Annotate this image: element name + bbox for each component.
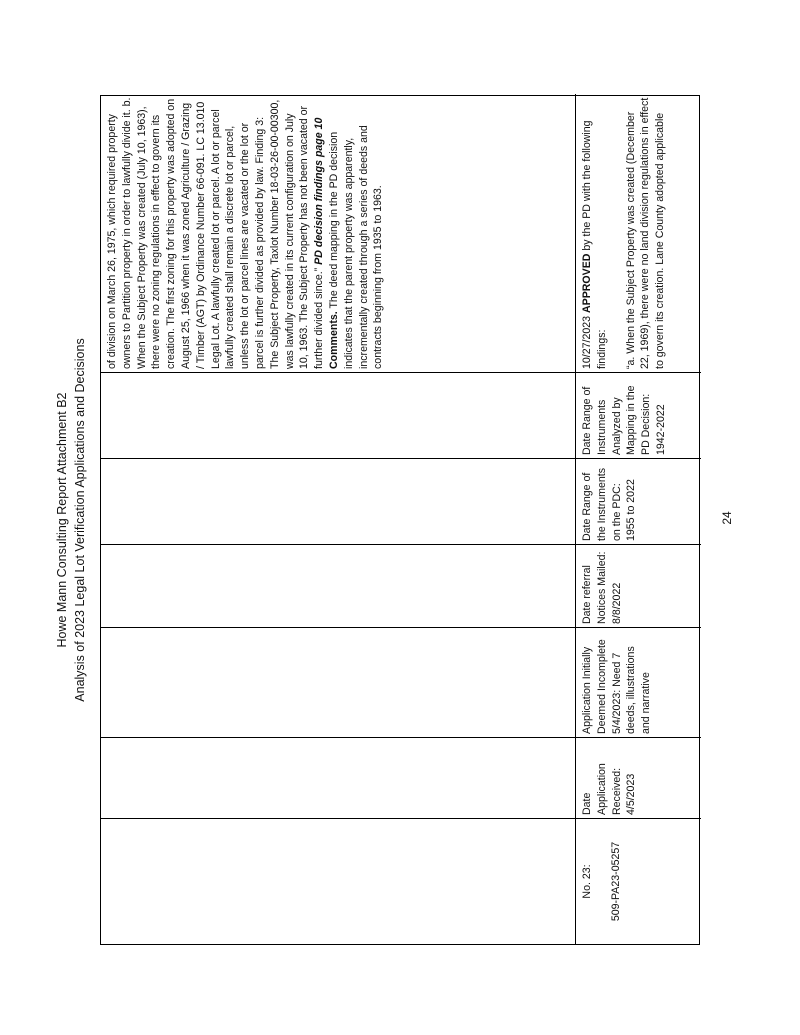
comments-paragraph: Comments. The deed mapping in the PD decision indicates that the parent property was apparently, incrementally created through a series of deeds and contracts beginning from 1935 to 1963. — [327, 125, 385, 369]
row1-decision-cell — [101, 94, 576, 372]
application-number-label: No. 23: — [581, 864, 593, 899]
date-received-cell: Date Application Received: 4/5/2023 — [576, 737, 701, 818]
row1-received-cell — [101, 737, 576, 818]
pd-range-cell: Date Range of Instruments Analyzed by Mapping in the PD Decision: 1942-2022 — [576, 372, 701, 458]
decision-table — [100, 95, 700, 945]
decision-summary: 10/27/2023 APPROVED by the PD with the following findings: — [581, 120, 608, 369]
row1-incomplete-cell — [101, 627, 576, 737]
decision-status: APPROVED — [581, 253, 593, 314]
application-number-cell — [576, 818, 701, 944]
row1-pdc-range-cell — [101, 458, 576, 544]
application-id: 509-PA23-05257 — [609, 841, 622, 922]
referral-cell: Date referral Notices Mailed: 8/8/2022 — [576, 544, 701, 627]
row1-pd-range-cell — [101, 372, 576, 458]
pdc-range-cell: Date Range of the Instruments on the PDC: 1955 to 2022 — [576, 458, 701, 544]
comments-label: Comments. — [327, 311, 340, 369]
incomplete-cell: Application Initially Deemed Incomplete 5/4/2023: Need 7 deeds, illustrations and narrative — [576, 627, 701, 737]
header-line-2: Analysis of 2023 Legal Lot Verification Applications and Decisions — [73, 338, 87, 702]
header-line-1: Howe Mann Consulting Report Attachment B2 — [55, 392, 69, 648]
page-number: 24 — [720, 511, 734, 525]
findings-reference: PD decision findings page 10 — [313, 117, 326, 265]
finding-a-text: “a. When the Subject Property was created (December 22, 1969), there were no land division regulations in effect to govern its creation. Lane County adopted applicable — [624, 97, 667, 369]
decision-cell — [576, 94, 701, 372]
row1-referral-cell — [101, 544, 576, 627]
page-header — [46, 330, 96, 710]
row1-number-cell — [101, 818, 576, 944]
decision-continuation-text: of division on March 26, 1975, which required property owners to Partition property in order to lawfully divide it. b. When the Subject Property was created (July 10, 1963), there were no zoning regulations in effect to govern its creation. The first zoning for this property was adopted on August 25, 1966 when it was zoned Agriculture / Grazing / Timber (AGT) by Ordinance Number 66-091. LC 13.010 Legal Lot. A lawfully created lot or parcel. A lot or parcel lawfully created shall remain a discrete lot or parcel, unless the lot or parcel lines are vacated or the lot or parcel is further divided as provided by law. Finding 3: The Subject Property, Taxlot Number 18-03-26-00-00300, was lawfully created in its current configuration on July 10, 1963. The Subject Property has not been vacated or further divided since.” PD decision findings page 10 — [106, 97, 326, 369]
